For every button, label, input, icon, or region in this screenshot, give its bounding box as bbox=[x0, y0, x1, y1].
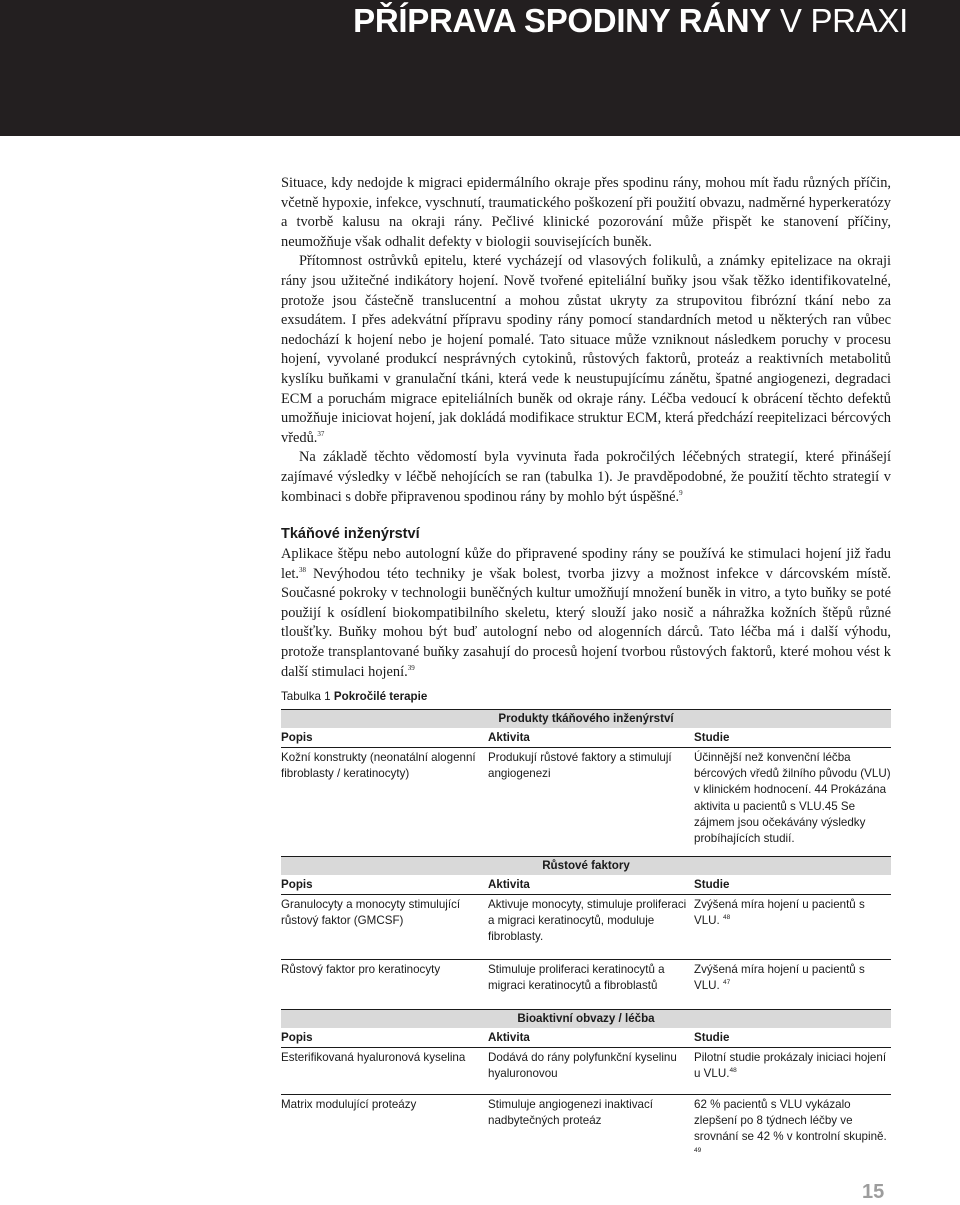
cell-studie-text: 62 % pacientů s VLU vykázalo zlepšení po 8 týdnech léčby ve srovnání se 42 % v kontrolní skupině. bbox=[694, 1098, 887, 1144]
column-header-studie: Studie bbox=[694, 731, 730, 744]
title-light: V PRAXI bbox=[771, 2, 908, 39]
table-section-title: Bioaktivní obvazy / léčba bbox=[281, 1009, 891, 1028]
cell-aktivita: Aktivuje monocyty, stimuluje proliferaci a migraci keratinocytů, moduluje fibroblasty. bbox=[488, 898, 687, 944]
cell-popis: Matrix modulující proteázy bbox=[281, 1098, 417, 1111]
column-header-aktivita: Aktivita bbox=[488, 731, 530, 744]
column-header-studie: Studie bbox=[694, 878, 730, 891]
therapies-table bbox=[281, 688, 891, 1155]
paragraph-3 bbox=[281, 448, 891, 507]
cell-studie bbox=[694, 1050, 891, 1094]
table-column-headers bbox=[281, 728, 891, 747]
page-title bbox=[353, 2, 908, 40]
cell-studie bbox=[694, 897, 891, 959]
citation-ref: 38 bbox=[298, 565, 306, 574]
citation-ref: 48 bbox=[723, 914, 731, 922]
table-row bbox=[281, 894, 891, 959]
table-row bbox=[281, 1094, 891, 1155]
table-caption-title: Pokročilé terapie bbox=[333, 690, 428, 703]
cell-studie bbox=[694, 962, 891, 1006]
column-header-studie: Studie bbox=[694, 1031, 730, 1044]
citation-ref: 37 bbox=[317, 429, 325, 438]
cell-popis: Granulocyty a monocyty stimulující růstový faktor (GMCSF) bbox=[281, 898, 461, 928]
column-header-popis: Popis bbox=[281, 731, 313, 744]
cell-popis: Růstový faktor pro keratinocyty bbox=[281, 963, 441, 976]
paragraph-4-text-b: Nevýhodou této techniky je však bolest, tvorba jizvy a možnost infekce v dárcovském místě. Současné pokroky v technologii buněčných kultur umožňují množení buněk in vitro, a tyto buňky se poté použijí k osídlení biokompatibilního skeletu, který slouží jako nosič a náhražka kožních štěpů různé tloušťky. Buňky mohou být buď autologní nebo od alogenních dárců. Tato léčba má i další výhodu, protože transplantované buňky zasahují do procesů hojení tvorbou růstových faktorů, které mohou vést k další stimulaci hojení. bbox=[281, 565, 891, 680]
citation-ref: 9 bbox=[679, 488, 683, 497]
column-header-popis: Popis bbox=[281, 878, 313, 891]
section-heading: Tkáňové inženýrství bbox=[281, 526, 420, 543]
column-header-aktivita: Aktivita bbox=[488, 878, 530, 891]
cell-aktivita: Dodává do rány polyfunkční kyselinu hyaluronovou bbox=[488, 1051, 677, 1081]
cell-popis: Esterifikovaná hyaluronová kyselina bbox=[281, 1051, 466, 1064]
cell-aktivita: Stimuluje proliferaci keratinocytů a migraci keratinocytů a fibroblastů bbox=[488, 963, 665, 993]
paragraph-3-text: Na základě těchto vědomostí byla vyvinuta řada pokročilých léčebných strategií, které přinášejí zajímavé výsledky v léčbě nehojících se ran (tabulka 1). Je pravděpodobné, že použití těchto strategií v kombinaci s dobře připravenou spodinou rány by mohlo být úspěšné. bbox=[281, 449, 891, 505]
table-column-headers bbox=[281, 1028, 891, 1047]
citation-ref: 47 bbox=[723, 979, 731, 987]
column-header-aktivita: Aktivita bbox=[488, 1031, 530, 1044]
paragraph-4 bbox=[281, 545, 891, 682]
paragraph-2 bbox=[281, 252, 891, 448]
column-header-popis: Popis bbox=[281, 1031, 313, 1044]
cell-studie-text: Zvýšená míra hojení u pacientů s VLU. bbox=[694, 963, 865, 993]
citation-ref: 39 bbox=[407, 663, 415, 672]
paragraph-1: Situace, kdy nedojde k migraci epidermálního okraje přes spodinu rány, mohou mít řadu různých příčin, včetně hypoxie, infekce, vyschnutí, traumatického poškození při použití obvazu, nadměrné hyperkeratózy a tvorbě kalusu na okraji rány. Pečlivé klinické pozorování může přispět ke stanovení příčiny, neumožňuje však odhalit defekty v biologii souvisejících buněk. bbox=[281, 175, 891, 250]
cell-studie-text: Zvýšená míra hojení u pacientů s VLU. bbox=[694, 898, 865, 928]
table-row bbox=[281, 959, 891, 1006]
paragraph-4-text-a: Aplikace štěpu nebo autologní kůže do připravené spodiny rány se používá ke stimulaci hojení již řadu let. bbox=[281, 546, 891, 582]
page-header bbox=[0, 0, 960, 136]
cell-studie bbox=[694, 1097, 891, 1155]
table-row bbox=[281, 1047, 891, 1094]
cell-studie: Účinnější než konvenční léčba bércových vředů žilního původu (VLU) v klinickém hodnocení. 44 Prokázána aktivita u pacientů s VLU.45 Se zájmem jsou očekávány výsledky probíhajících studií. bbox=[694, 751, 891, 846]
citation-ref: 48 bbox=[729, 1067, 737, 1075]
citation-ref: 49 bbox=[694, 1146, 702, 1154]
table-row bbox=[281, 747, 891, 853]
cell-popis: Kožní konstrukty (neonatální alogenní fibroblasty / keratinocyty) bbox=[281, 751, 476, 781]
table-caption-prefix: Tabulka 1 bbox=[281, 690, 331, 703]
cell-studie-text: Pilotní studie prokázaly iniciaci hojení u VLU. bbox=[694, 1051, 887, 1081]
table-caption bbox=[281, 688, 891, 706]
cell-aktivita: Stimuluje angiogenezi inaktivací nadbytečných proteáz bbox=[488, 1098, 653, 1128]
table-section-title: Produkty tkáňového inženýrství bbox=[281, 709, 891, 728]
paragraph-2-text: Přítomnost ostrůvků epitelu, které vycházejí od vlasových folikulů, a známky epitelizace na okraji rány jsou užitečné indikátory hojení. Nově tvořené epiteliální buňky jsou však těžko identifikovatelné, protože jsou částečně translucentní a mohou zůstat ukryty za strupovitou fibrózní tkání nebo za exsudátem. I přes adekvátní přípravu spodiny rány pomocí standardních metod u některých ran vůbec nedochází k hojení nebo je hojení pomalé. Tato situace může vzniknout následkem poruchy v procesu hojení, vyvolané produkcí nesprávných cytokinů, růstových faktorů, proteáz a reaktivních metabolitů kyslíku buňkami v granulační tkáni, která vede k neustupujícímu zánětu, špatné angiogenezi, degradaci ECM a poruchám migrace epiteliálních buněk od okraje rány. Léčba vedoucí k obrácení těchto defektů umožňuje iniciovat hojení, jak dokládá modifikace struktur ECM, která předchází reepitelizaci bércových vředů. bbox=[281, 253, 891, 446]
title-bold: PŘÍPRAVA SPODINY RÁNY bbox=[353, 2, 772, 39]
article-body bbox=[281, 174, 891, 682]
table-section-title: Růstové faktory bbox=[281, 856, 891, 875]
table-column-headers bbox=[281, 875, 891, 894]
cell-aktivita: Produkují růstové faktory a stimulují angiogenezi bbox=[488, 751, 672, 781]
page-number: 15 bbox=[862, 1181, 885, 1203]
